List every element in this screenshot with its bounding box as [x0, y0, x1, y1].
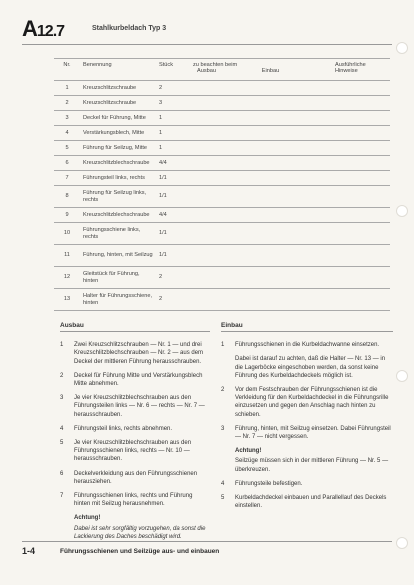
table-header-row: [54, 59, 390, 81]
table-row: [54, 208, 390, 223]
cell-hinweise: [332, 267, 390, 289]
step-number: 5: [60, 440, 64, 447]
einbau-warning-title: Achtung!: [235, 448, 262, 455]
cell-hinweise: [332, 289, 390, 311]
cell-nr: 4: [54, 126, 80, 141]
cell-einbau: [250, 208, 332, 223]
binder-hole: [396, 205, 408, 217]
page-header: [22, 16, 167, 41]
cell-hinweise: [332, 245, 390, 267]
cell-qty: 1/1: [156, 171, 190, 186]
col-header-einbau: Einbau: [261, 68, 280, 74]
cell-ausbau: [190, 223, 250, 245]
cell-name: Deckel für Führung, Mitte: [80, 111, 156, 126]
step-text: Führungsschienen links, rechts und Führung hinten mit Seilzug herausnehmen.: [74, 493, 193, 508]
cell-nr: 10: [54, 223, 80, 245]
cell-hinweise: [332, 186, 390, 208]
cell-name: Gleitstück für Führung, hinten: [80, 267, 156, 289]
step-text: Vor dem Festschrauben der Führungsschienen ist die Verkleidung für den Kurbeldachdeckel in die Führungsrille einzusetzen und gegen den Anschlag nach hinten zu schieben.: [235, 387, 389, 418]
cell-name: Führung für Seilzug links, rechts: [80, 186, 156, 208]
cell-ausbau: [190, 141, 250, 156]
cell-qty: 1: [156, 126, 190, 141]
cell-ausbau: [190, 96, 250, 111]
section-code-letter: A: [22, 16, 37, 41]
cell-name: Führung für Seilzug, Mitte: [80, 141, 156, 156]
step-text: Führungsschienen in die Kurbeldachwanne einsetzen.: [235, 342, 380, 349]
cell-ausbau: [190, 81, 250, 96]
col-header-group: [190, 59, 332, 81]
ausbau-section: [60, 322, 210, 547]
einbau-section: [221, 322, 393, 516]
cell-name: Kreuzschlitzschraube: [80, 96, 156, 111]
ausbau-step: [60, 425, 210, 433]
cell-einbau: [250, 223, 332, 245]
cell-einbau: [250, 186, 332, 208]
step-number: 7: [60, 493, 64, 500]
step-number: 1: [60, 342, 64, 349]
header-divider: [22, 44, 392, 45]
einbau-step: [221, 341, 393, 349]
col-header-nr: Nr.: [54, 59, 80, 81]
table-row: [54, 141, 390, 156]
step-text: Deckel für Führung Mitte und Verstärkungsblech Mitte abnehmen.: [74, 372, 203, 388]
step-text: Je vier Kreuzschlitzblechschrauben aus den Führungsschienen links, rechts — Nr. 10 — herausschrauben.: [74, 440, 192, 463]
cell-nr: 9: [54, 208, 80, 223]
step-number: 5: [221, 495, 225, 502]
cell-qty: 1: [156, 141, 190, 156]
table-row: [54, 111, 390, 126]
page-number: 1-4: [22, 546, 36, 556]
ausbau-heading: Ausbau: [60, 322, 84, 329]
col-header-group-label: zu beachten beim: [193, 62, 238, 68]
einbau-step-note: Dabei ist darauf zu achten, daß die Halter — Nr. 13 — in die Lagerböcke eingeschoben werden, da sonst keine Führung des Kurbeldachdeckels möglich ist.: [235, 356, 386, 379]
cell-einbau: [250, 126, 332, 141]
cell-ausbau: [190, 171, 250, 186]
ausbau-steps: [60, 341, 210, 508]
cell-hinweise: [332, 126, 390, 141]
cell-hinweise: [332, 156, 390, 171]
ausbau-step: [60, 372, 210, 388]
ausbau-warning-text: Dabei ist sehr sorgfältig vorzugehen, da sonst die Lackierung des Daches beschädigt wird.: [74, 525, 206, 540]
einbau-step: [221, 386, 393, 419]
col-header-name: Benennung: [80, 59, 156, 81]
cell-qty: 3: [156, 96, 190, 111]
cell-nr: 12: [54, 267, 80, 289]
cell-hinweise: [332, 223, 390, 245]
table-row: [54, 96, 390, 111]
cell-einbau: [250, 81, 332, 96]
ausbau-step: [60, 470, 210, 486]
cell-ausbau: [190, 289, 250, 311]
step-number: 6: [60, 470, 64, 477]
cell-hinweise: [332, 81, 390, 96]
step-number: 4: [60, 425, 64, 432]
cell-qty: 1/1: [156, 186, 190, 208]
cell-einbau: [250, 96, 332, 111]
cell-einbau: [250, 141, 332, 156]
step-text: Führungsteile befestigen.: [235, 480, 303, 487]
table-row: [54, 156, 390, 171]
cell-einbau: [250, 267, 332, 289]
page-title: Stahlkurbeldach Typ 3: [92, 25, 167, 32]
einbau-step: [221, 480, 393, 488]
step-text: Deckelverkleidung aus den Führungsschienen herausziehen.: [74, 470, 198, 485]
cell-name: Kreuzschlitzschraube: [80, 81, 156, 96]
ausbau-warning-title: Achtung!: [74, 515, 101, 522]
parts-table: [54, 58, 390, 311]
cell-name: Verstärkungsblech, Mitte: [80, 126, 156, 141]
cell-qty: 2: [156, 267, 190, 289]
cell-nr: 5: [54, 141, 80, 156]
cell-name: Führungsteil links, rechts: [80, 171, 156, 186]
cell-hinweise: [332, 208, 390, 223]
table-row: [54, 171, 390, 186]
einbau-step: [221, 494, 393, 510]
col-header-qty: Stück: [156, 59, 190, 81]
cell-name: Kreuzschlitzblechschraube: [80, 208, 156, 223]
step-number: 1: [221, 342, 225, 349]
cell-name: Halter für Führungsschiene, hinten: [80, 289, 156, 311]
cell-ausbau: [190, 245, 250, 267]
col-header-ausbau: Ausbau: [197, 68, 216, 74]
ausbau-step: [60, 394, 210, 419]
cell-nr: 3: [54, 111, 80, 126]
cell-qty: 1/1: [156, 223, 190, 245]
binder-hole: [396, 537, 408, 549]
cell-ausbau: [190, 186, 250, 208]
einbau-step: [221, 425, 393, 441]
section-code-number: 12.7: [36, 23, 65, 40]
cell-hinweise: [332, 96, 390, 111]
step-number: 2: [60, 372, 64, 379]
cell-nr: 2: [54, 96, 80, 111]
step-number: 3: [60, 395, 64, 402]
cell-ausbau: [190, 126, 250, 141]
cell-hinweise: [332, 141, 390, 156]
cell-einbau: [250, 289, 332, 311]
cell-einbau: [250, 156, 332, 171]
cell-qty: 4/4: [156, 156, 190, 171]
cell-qty: 2: [156, 81, 190, 96]
ausbau-step: [60, 492, 210, 508]
page-footer: [22, 541, 392, 556]
einbau-warning-text: Seilzüge müssen sich in der mittleren Führung — Nr. 5 — überkreuzen.: [235, 458, 389, 473]
table-row: [54, 126, 390, 141]
cell-einbau: [250, 245, 332, 267]
binder-hole: [396, 42, 408, 54]
cell-hinweise: [332, 111, 390, 126]
ausbau-step: [60, 439, 210, 464]
cell-ausbau: [190, 156, 250, 171]
step-text: Führung, hinten, mit Seilzug einsetzen. Dabei Führungsteil — Nr. 7 — nicht vergessen.: [235, 425, 391, 441]
table-row: [54, 267, 390, 289]
cell-name: Führungsschiene links, rechts: [80, 223, 156, 245]
footer-title: Führungsschienen und Seilzüge aus- und einbauen: [60, 548, 220, 555]
cell-nr: 7: [54, 171, 80, 186]
step-text: Zwei Kreuzschlitzschrauben — Nr. 1 — und drei Kreuzschlitzblechschrauben — Nr. 2 — aus dem Deckel der mittleren Führung herausschrauben.: [74, 342, 204, 365]
table-row: [54, 81, 390, 96]
cell-ausbau: [190, 111, 250, 126]
table-row: [54, 289, 390, 311]
einbau-heading: Einbau: [221, 322, 243, 329]
step-text: Führungsteil links, rechts abnehmen.: [74, 425, 173, 432]
table-row: [54, 223, 390, 245]
step-text: Je vier Kreuzschlitzblechschrauben aus den Führungsteilen links — Nr. 6 — rechts — Nr. 7 — herausschrauben.: [74, 395, 205, 418]
step-number: 3: [221, 425, 225, 432]
step-text: Kurbeldachdeckel einbauen und Parallellauf des Deckels einstellen.: [235, 495, 387, 510]
ausbau-step: [60, 341, 210, 366]
col-header-hinweise: Ausführliche Hinweise: [332, 59, 390, 81]
table-row: [54, 245, 390, 267]
cell-hinweise: [332, 171, 390, 186]
col-header-subgroup: [193, 68, 329, 74]
cell-ausbau: [190, 267, 250, 289]
cell-ausbau: [190, 208, 250, 223]
cell-nr: 11: [54, 245, 80, 267]
cell-nr: 6: [54, 156, 80, 171]
section-code: [22, 16, 64, 41]
cell-nr: 1: [54, 81, 80, 96]
cell-nr: 13: [54, 289, 80, 311]
cell-qty: 1: [156, 111, 190, 126]
table-row: [54, 186, 390, 208]
cell-einbau: [250, 111, 332, 126]
cell-qty: 2: [156, 289, 190, 311]
cell-nr: 8: [54, 186, 80, 208]
binder-hole: [396, 370, 408, 382]
cell-qty: 1/1: [156, 245, 190, 267]
cell-name: Kreuzschlitzblechschraube: [80, 156, 156, 171]
cell-name: Führung, hinten, mit Seilzug: [80, 245, 156, 267]
step-number: 2: [221, 387, 225, 394]
table-body: [54, 81, 390, 311]
cell-einbau: [250, 171, 332, 186]
cell-qty: 4/4: [156, 208, 190, 223]
step-number: 4: [221, 480, 225, 487]
